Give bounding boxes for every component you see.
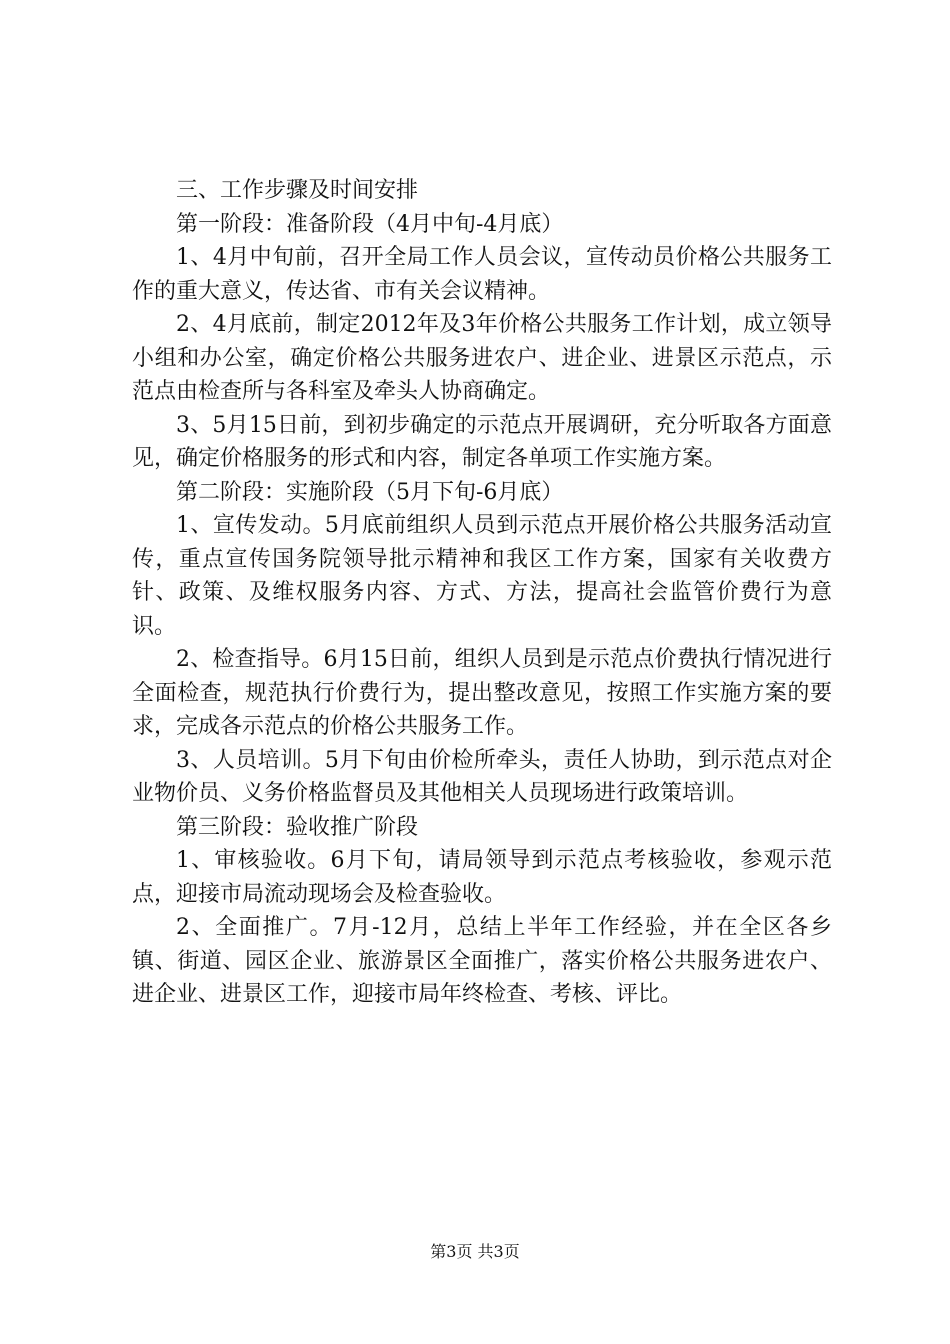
paragraph: 1、宣传发动。5月底前组织人员到示范点开展价格公共服务活动宣传，重点宣传国务院领导批示精神和我区工作方案，国家有关收费方针、政策、及维权服务内容、方式、方法，提高社会监管价费行为意识。	[132, 513, 832, 639]
paragraph: 1、审核验收。6月下旬，请局领导到示范点考核验收，参观示范点，迎接市局流动现场会及检查验收。	[132, 848, 832, 907]
page-number: 第3页 共3页	[430, 1242, 520, 1261]
paragraph: 2、全面推广。7月-12月，总结上半年工作经验，并在全区各乡镇、街道、园区企业、旅游景区全面推广，落实价格公共服务进农户、进企业、进景区工作，迎接市局年终检查、考核、评比。	[132, 915, 832, 1007]
section-heading: 三、工作步骤及时间安排	[176, 178, 419, 203]
page-footer	[0, 1242, 950, 1262]
document-body	[132, 174, 832, 1012]
paragraph: 1、4月中旬前，召开全局工作人员会议，宣传动员价格公共服务工作的重大意义，传达省、市有关会议精神。	[132, 245, 832, 304]
stage-two-heading: 第二阶段：实施阶段（5月下旬-6月底）	[176, 479, 564, 505]
stage-one-heading: 第一阶段：准备阶段（4月中旬-4月底）	[176, 211, 564, 237]
paragraph: 3、5月15日前，到初步确定的示范点开展调研，充分听取各方面意见，确定价格服务的形式和内容，制定各单项工作实施方案。	[132, 412, 832, 471]
paragraph: 2、检查指导。6月15日前，组织人员到是示范点价费执行情况进行全面检查，规范执行价费行为，提出整改意见，按照工作实施方案的要求，完成各示范点的价格公共服务工作。	[132, 647, 832, 739]
paragraph: 3、人员培训。5月下旬由价检所牵头，责任人协助，到示范点对企业物价员、义务价格监督员及其他相关人员现场进行政策培训。	[132, 747, 832, 806]
stage-three-heading: 第三阶段：验收推广阶段	[176, 814, 419, 840]
paragraph: 2、4月底前，制定2012年及3年价格公共服务工作计划，成立领导小组和办公室，确定价格公共服务进农户、进企业、进景区示范点，示范点由检查所与各科室及牵头人协商确定。	[132, 312, 832, 404]
